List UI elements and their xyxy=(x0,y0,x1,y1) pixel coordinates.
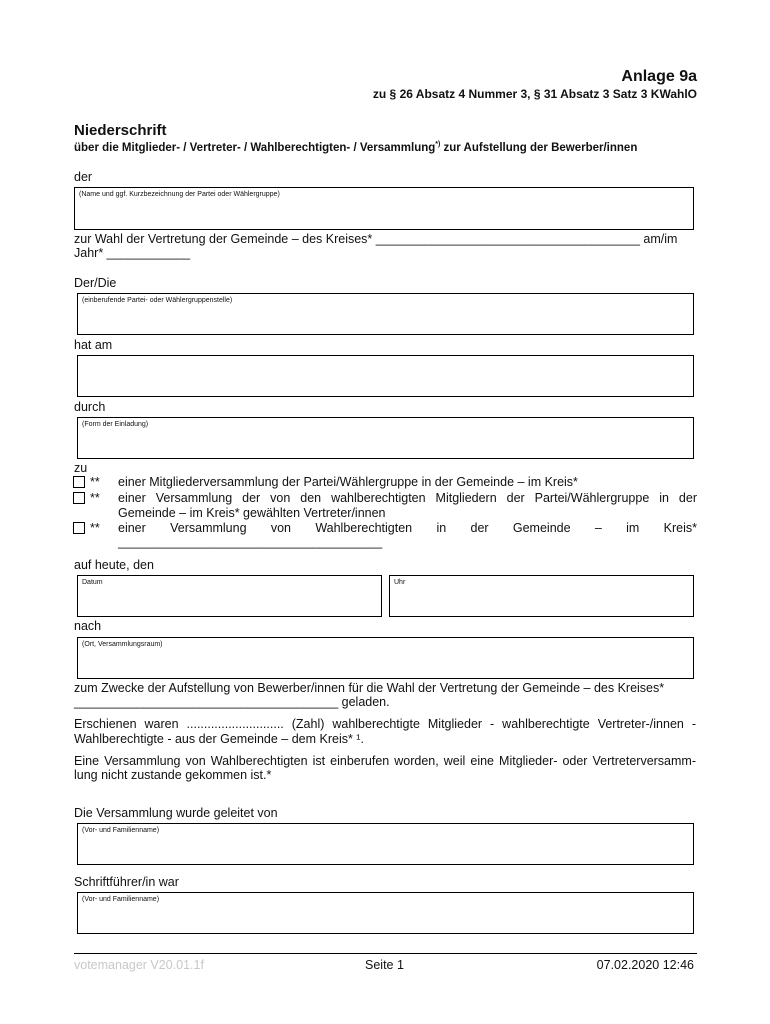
chair-label: Die Versammlung wurde geleitet von xyxy=(74,806,278,820)
attendance-line-2: Wahlberechtigte - aus der Gemeinde – dem Kreis* ¹. xyxy=(74,732,364,746)
purpose-line-1: zum Zwecke der Aufstellung von Bewerber/innen für die Wahl der Vertretung der Gemeinde – des Kreises* xyxy=(74,681,665,695)
datum-field[interactable] xyxy=(77,575,382,617)
aufheute-label: auf heute, den xyxy=(74,558,154,572)
hatam-label: hat am xyxy=(74,338,113,352)
footer-rule xyxy=(74,953,697,954)
party-name-field-label: (Name und ggf. Kurzbezeichnung der Partei oder Wählergruppe) xyxy=(79,191,280,198)
zu-label: zu xyxy=(74,461,88,475)
date-field[interactable] xyxy=(77,355,694,397)
option-3-stars: ** xyxy=(90,521,100,535)
option-2-text: einer Versammlung der von den wahlberechtigten Mitgliedern der Partei/Wählergruppe in der xyxy=(118,491,697,505)
election-line-1: zur Wahl der Vertretung der Gemeinde – des Kreises* ______________________________________ am/im xyxy=(74,232,678,246)
footer-watermark: votemanager V20.01.1f xyxy=(74,958,204,972)
footer-page-number: Seite 1 xyxy=(365,958,404,972)
chair-name-field-label: (Vor- und Familienname) xyxy=(82,827,160,834)
election-line-2: Jahr* ____________ xyxy=(74,246,191,260)
der-label: der xyxy=(74,170,93,184)
chair-name-field[interactable] xyxy=(77,823,694,865)
footer-datetime: 07.02.2020 12:46 xyxy=(596,958,694,972)
anlage-number: Anlage 9a xyxy=(621,68,697,85)
document-title: Niederschrift xyxy=(74,122,167,139)
invitation-form-field-label: (Form der Einladung) xyxy=(82,421,149,428)
voter-meeting-note-line-2: lung nicht zustande gekommen ist.* xyxy=(74,768,272,782)
nach-label: nach xyxy=(74,619,102,633)
purpose-line-2: ______________________________________ geladen. xyxy=(74,695,390,709)
derdie-label: Der/Die xyxy=(74,276,117,290)
convening-body-field[interactable] xyxy=(77,293,694,335)
location-field[interactable] xyxy=(77,637,694,679)
subtitle-main: über die Mitglieder- / Vertreter- / Wahlberechtigten- / Versammlung xyxy=(74,141,436,154)
convening-body-field-label: (einberufende Partei- oder Wählergruppenstelle) xyxy=(82,297,233,304)
secretary-name-field[interactable] xyxy=(77,892,694,934)
datum-field-label: Datum xyxy=(82,579,103,586)
location-field-label: (Ort, Versammlungsraum) xyxy=(82,641,163,648)
party-name-field[interactable] xyxy=(74,187,694,230)
uhr-field[interactable] xyxy=(389,575,694,617)
option-2-stars: ** xyxy=(90,491,100,505)
option-2-text-continued: Gemeinde – im Kreis* gewählten Vertreter/innen xyxy=(118,506,386,520)
subtitle-footnote-mark: *) xyxy=(435,141,441,148)
option-3-text: einer Versammlung von Wahlberechtigten in der Gemeinde – im Kreis* xyxy=(118,521,697,535)
subtitle-end: zur Aufstellung der Bewerber/innen xyxy=(440,141,638,154)
uhr-field-label: Uhr xyxy=(394,579,406,586)
voter-meeting-note-line-1: Eine Versammlung von Wahlberechtigten ist einberufen worden, weil eine Mitglieder- oder Vertreterversamm- xyxy=(74,754,696,768)
option-voter-meeting-checkbox[interactable] xyxy=(73,522,85,534)
attendance-line-1: Erschienen waren ............................ (Zahl) wahlberechtigte Mitglieder - wahlberechtigte Vertreter-/innen - xyxy=(74,717,696,731)
durch-label: durch xyxy=(74,400,106,414)
secretary-label: Schriftführer/in war xyxy=(74,875,179,889)
option-1-stars: ** xyxy=(90,475,100,489)
legal-reference: zu § 26 Absatz 4 Nummer 3, § 31 Absatz 3 Satz 3 KWahlO xyxy=(372,87,697,101)
invitation-form-field[interactable] xyxy=(77,417,694,459)
option-member-meeting-checkbox[interactable] xyxy=(73,476,85,488)
option-3-underline: ______________________________________ xyxy=(118,535,383,549)
document-subtitle xyxy=(74,141,637,154)
option-delegate-meeting-checkbox[interactable] xyxy=(73,492,85,504)
option-1-text: einer Mitgliederversammlung der Partei/Wählergruppe in der Gemeinde – im Kreis* xyxy=(118,475,578,489)
secretary-name-field-label: (Vor- und Familienname) xyxy=(82,896,160,903)
